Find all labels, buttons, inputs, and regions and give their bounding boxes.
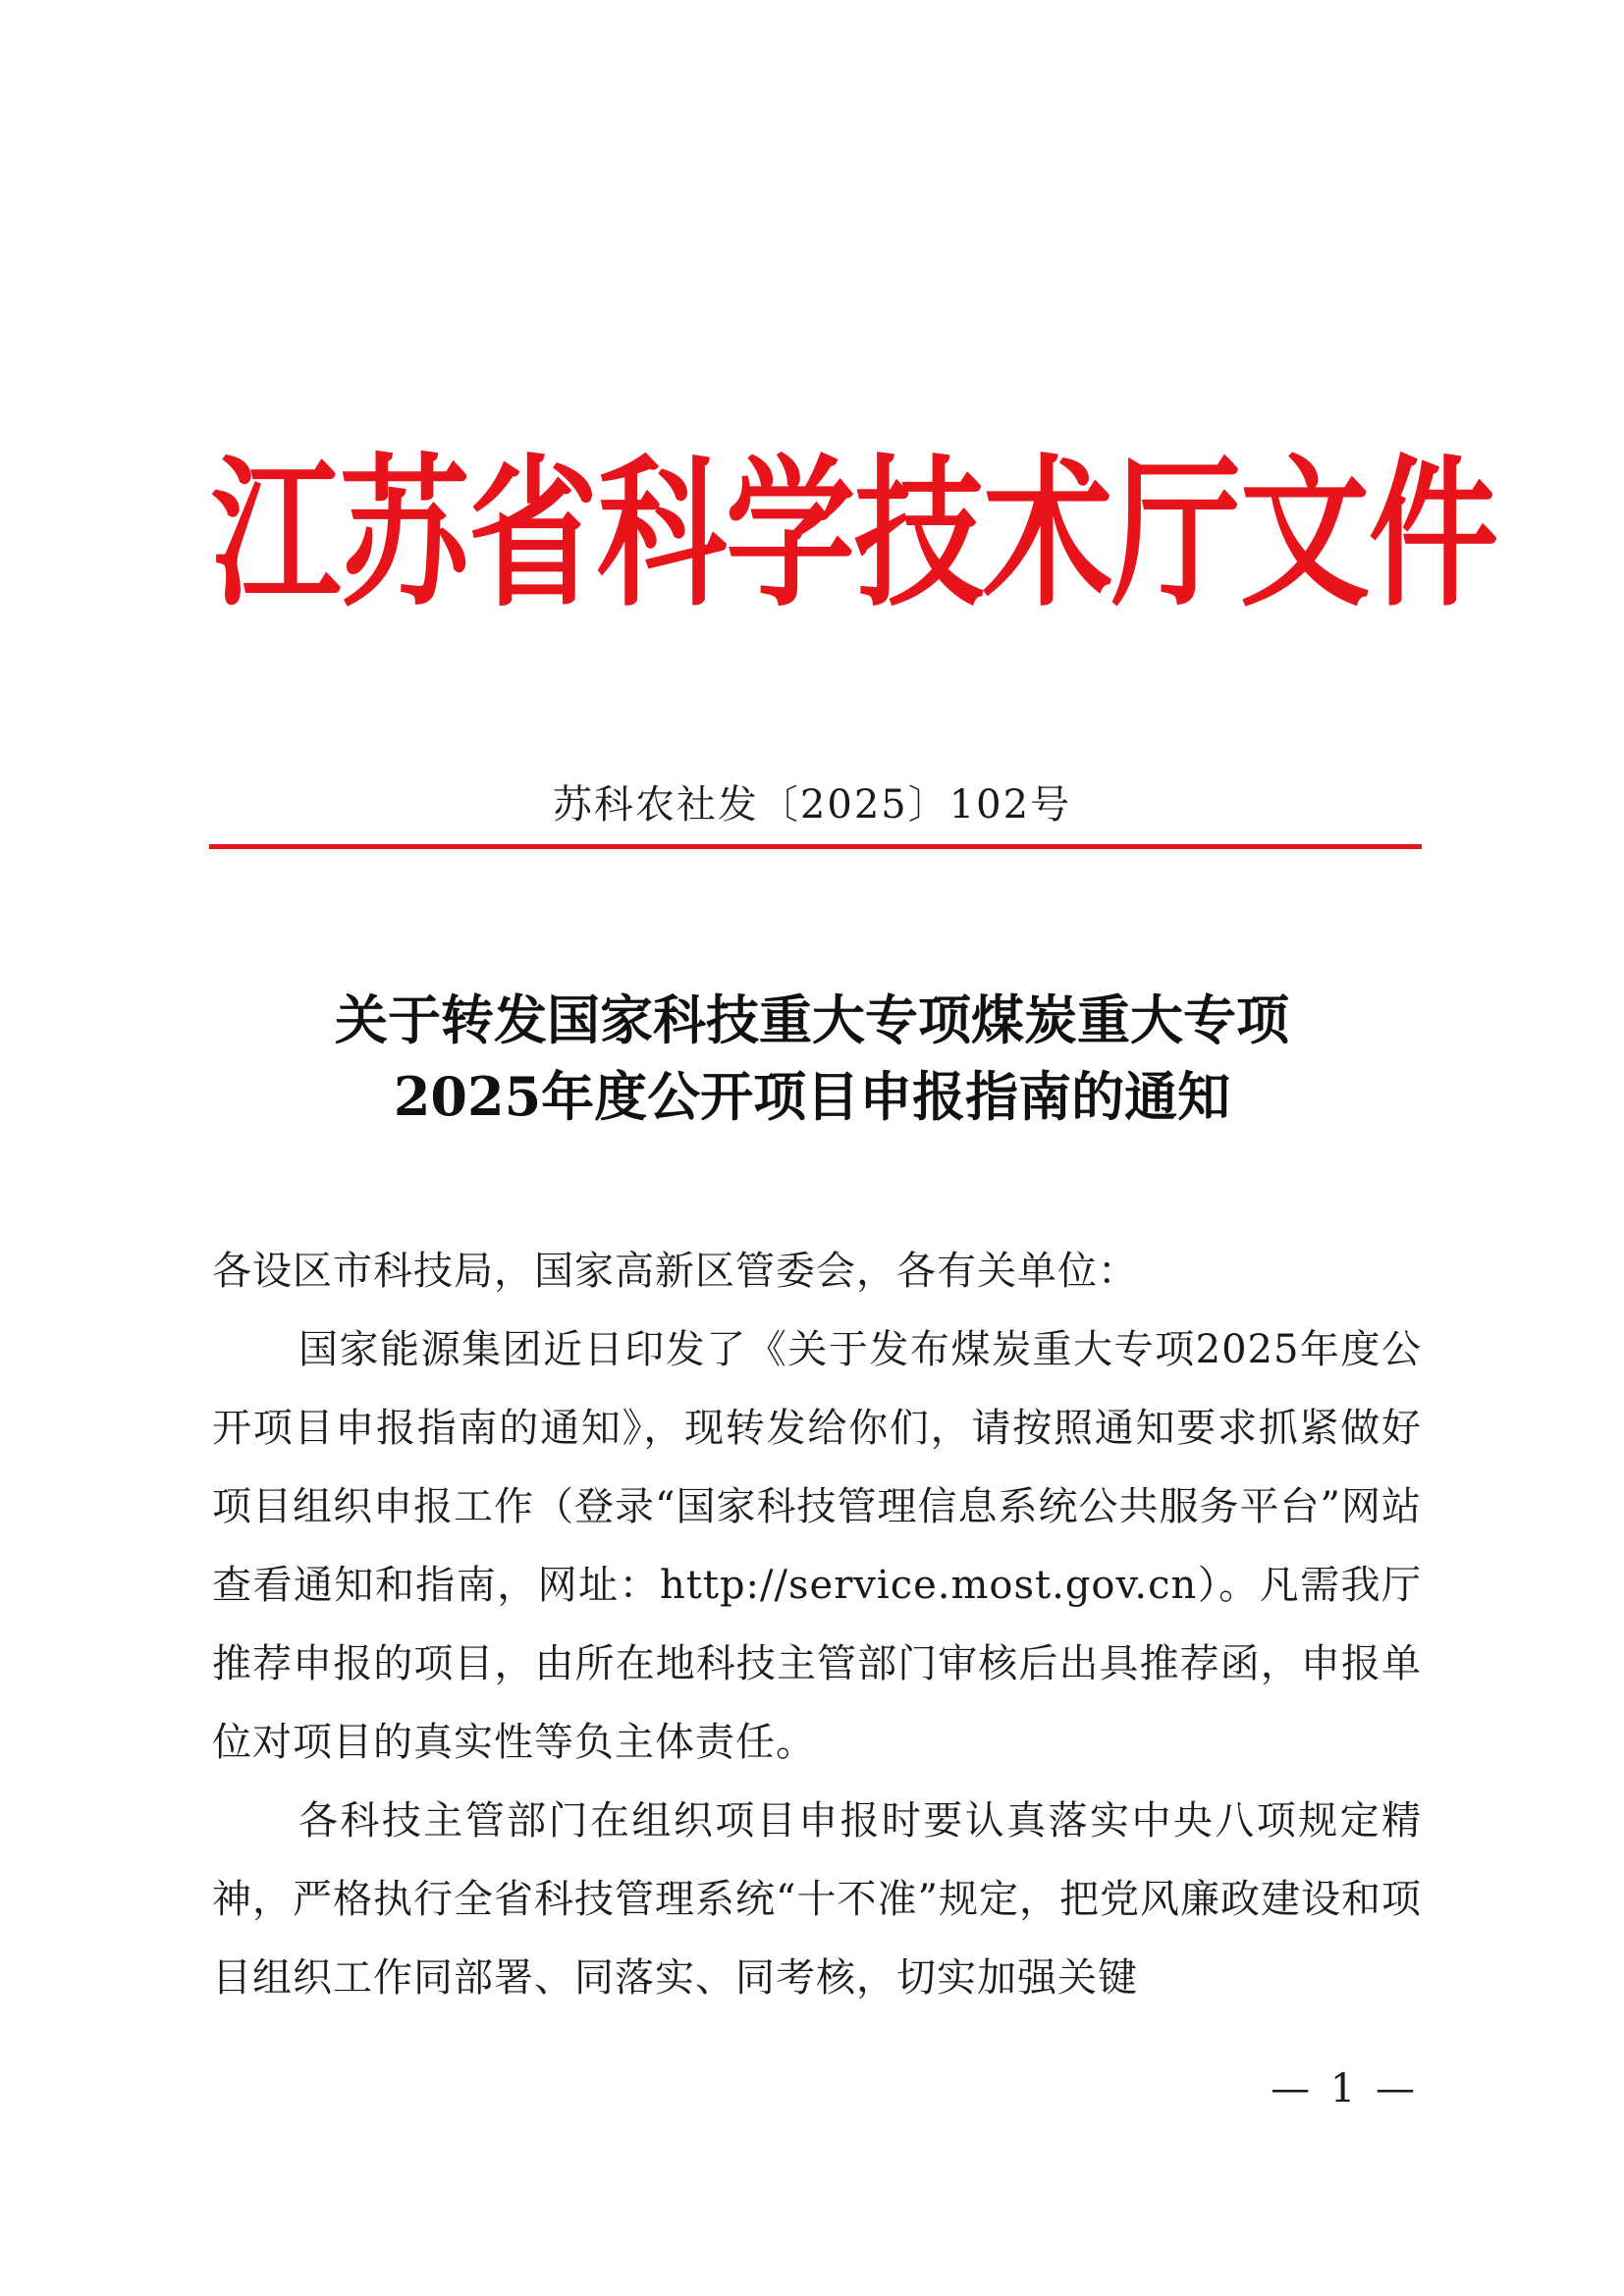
salutation: 各设区市科技局，国家高新区管委会，各有关单位：	[212, 1249, 1138, 1294]
document-title-line-2: 2025年度公开项目申报指南的通知	[393, 1065, 1231, 1128]
document-title-line-1: 关于转发国家科技重大专项煤炭重大专项	[335, 988, 1289, 1051]
document-number: 苏科农社发〔2025〕102号	[552, 782, 1072, 828]
body-paragraph-2: 各科技主管部门在组织项目申报时要认真落实中央八项规定精神，严格执行全省科技管理系统“十不准”规定，把党风廉政建设和项目组织工作同部署、同落实、同考核，切实加强关键	[212, 1798, 1422, 2001]
red-divider-rule	[209, 844, 1422, 849]
document-title	[0, 982, 1624, 1135]
issuer-masthead: 江苏省科学技术厅文件	[211, 440, 1497, 630]
page-number: — 1 —	[1271, 2066, 1419, 2111]
body-paragraph-1: 国家能源集团近日印发了《关于发布煤炭重大专项2025年度公开项目申报指南的通知》，现转发给你们，请按照通知要求抓紧做好项目组织申报工作（登录“国家科技管理信息系统公共服务平台”网站查看通知和指南，网址：http://service.most.gov.cn）。凡需我厅推荐申报的项目，由所在地科技主管部门审核后出具推荐函，申报单位对项目的真实性等负主体责任。	[212, 1327, 1422, 1765]
